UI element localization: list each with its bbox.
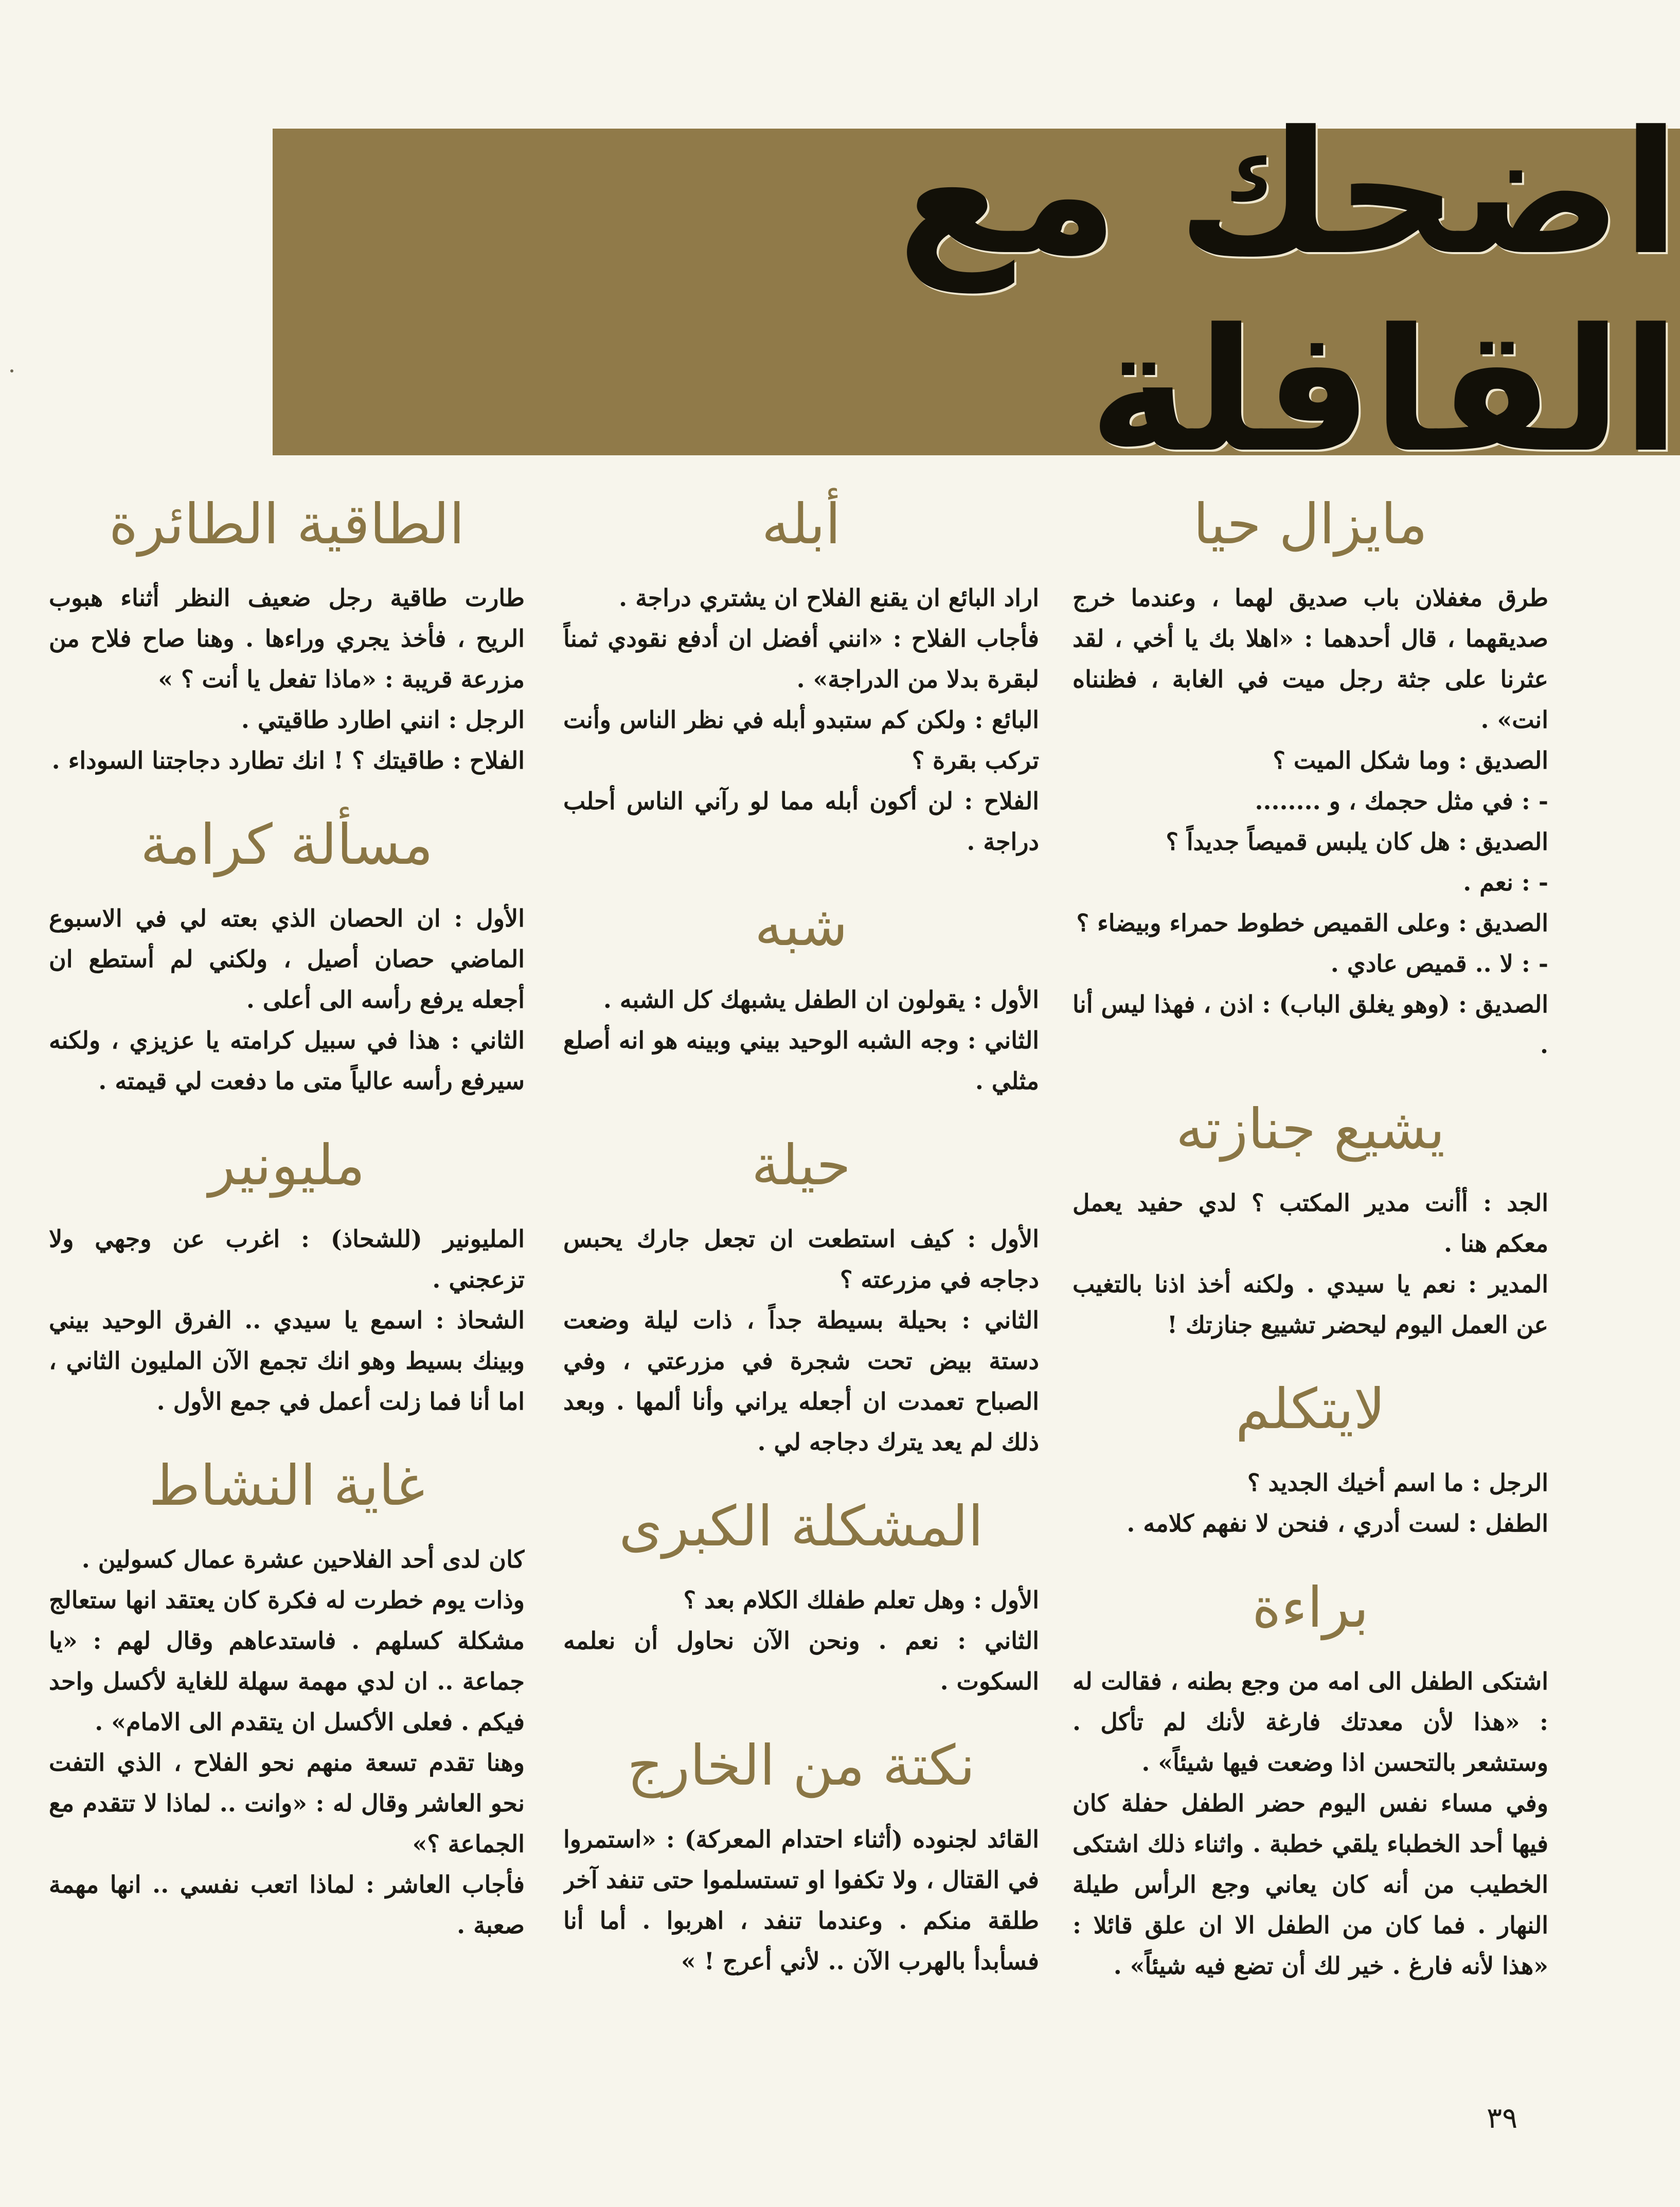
column-left (49, 486, 525, 2122)
story-paragraph: الثاني : هذا في سبيل كرامته يا عزيزي ، ولكنه سيرفع رأسه عالياً متى ما دفعت لي قيمته . (49, 1026, 525, 1095)
story-paragraph: الجد : أأنت مدير المكتب ؟ لدي حفيد يعمل معكم هنا . (1073, 1189, 1548, 1257)
story-paragraph: القائد لجنوده (أثناء احتدام المعركة) : «استمروا في القتال ، ولا تكفوا او تستسلموا حتى تنفد آخر طلقة منكم . وعندما تنفد ، اهربوا . أما أنا فسأبدأ بالهرب الآن .. لأني أعرج ! » (563, 1825, 1039, 1975)
story-paragraph: الفلاح : طاقيتك ؟ ! انك تطارد دجاجتنا السوداء . (51, 746, 525, 774)
story-paragraph: وفي مساء نفس اليوم حضر الطفل حفلة كان فيها أحد الخطباء يلقي خطبة . واثناء ذلك اشتكى الخطيب من أنه كان يعاني وجع الرأس طيلة النهار . فما كان من الطفل الا ان علق قائلا : «هذا لأنه فارغ . خير لك أن تضع فيه شيئاً» . (1073, 1789, 1548, 1980)
story-paragraph: فأجاب العاشر : لماذا اتعب نفسي .. انها مهمة صعبة . (49, 1871, 525, 1939)
story-paragraph: طرق مغفلان باب صديق لهما ، وعندما خرج صديقهما ، قال أحدهما : «اهلا بك يا أخي ، لقد عثرنا على جثة رجل ميت في الغابة ، فظنناه انت» . (1073, 584, 1548, 734)
story-paragraph: الرجل : ما اسم أخيك الجديد ؟ (1247, 1469, 1548, 1497)
story-title: مايزال حيا (1193, 492, 1428, 557)
story-paragraph: الشحاذ : اسمع يا سيدي .. الفرق الوحيد بيني وبينك بسيط وهو انك تجمع الآن المليون الثاني ، اما أنا فما زلت أعمل في جمع الأول . (49, 1306, 525, 1415)
story-title: غاية النشاط (149, 1454, 425, 1518)
story (563, 1488, 1039, 1702)
header-banner (273, 94, 1680, 490)
story-paragraph: اشتكى الطفل الى امه من وجع بطنه ، فقالت له : «هذا لأن معدتك فارغة لأنك لم تأكل . وستشعر بالتحسن اذا وضعت فيها شيئاً» . (1073, 1667, 1548, 1776)
story-paragraph: الطفل : لست أدري ، فنحن لا نفهم كلامه . (1127, 1509, 1548, 1537)
story (1073, 1371, 1548, 1544)
story-paragraph: المدير : نعم يا سيدي . ولكنه أخذ اذنا بالتغيب عن العمل اليوم ليحضر تشييع جنازتك ! (1073, 1270, 1548, 1339)
page-number: ٣٩ (1487, 2102, 1518, 2135)
story-paragraph: الرجل : انني اطارد طاقيتي . (241, 706, 525, 734)
story-paragraph: كان لدى أحد الفلاحين عشرة عمال كسولين . (81, 1545, 525, 1573)
story (49, 1127, 525, 1422)
story (1073, 1091, 1548, 1345)
story-paragraph: الثاني : وجه الشبه الوحيد بيني وبينه هو انه أصلع مثلي . (563, 1026, 1039, 1095)
story (563, 888, 1039, 1101)
story-paragraph: - : نعم . (1463, 868, 1548, 896)
story-paragraph: الأول : كيف استطعت ان تجعل جارك يحبس دجاجه في مزرعته ؟ (563, 1225, 1039, 1293)
story-paragraph: وذات يوم خطرت له فكرة كان يعتقد انها ستعالج مشكلة كسلهم . فاستدعاهم وقال لهم : «يا جماعة .. ان لدي مهمة سهلة للغاية لأكسل واحد فيكم . فعلى الأكسل ان يتقدم الى الامام» . (49, 1586, 525, 1736)
story-paragraph: الثاني : بحيلة بسيطة جداً ، ذات ليلة وضعت دستة بيض تحت شجرة في مزرعتي ، وفي الصباح تعمدت ان أجعله يراني وأنا ألمها . وبعد ذلك لم يعد يترك دجاجه لي . (563, 1306, 1039, 1456)
story-title: براءة (1252, 1576, 1369, 1640)
story (563, 486, 1039, 862)
story (563, 1127, 1039, 1463)
story-paragraph: - : في مثل حجمك ، و ........ (1255, 787, 1548, 815)
story-title: مليونير (208, 1133, 365, 1198)
story-paragraph: اراد البائع ان يقنع الفلاح ان يشتري دراجة . (619, 584, 1039, 612)
story-paragraph: الصديق : (وهو يغلق الباب) : اذن ، فهذا ليس أنا . (1073, 990, 1548, 1059)
story-paragraph: المليونير (للشحاذ) : اغرب عن وجهي ولا تزعجني . (49, 1225, 525, 1293)
story-paragraph: وهنا تقدم تسعة منهم نحو الفلاح ، الذي التفت نحو العاشر وقال له : «وانت .. لماذا لا تتقدم مع الجماعة ؟» (49, 1749, 525, 1858)
column-middle (563, 486, 1039, 2122)
story-paragraph: الفلاح : لن أكون أبله مما لو رآني الناس أحلب دراجة . (563, 787, 1039, 856)
story (1073, 486, 1548, 1065)
story-title: نكتة من الخارج (627, 1734, 975, 1798)
story-paragraph: فأجاب الفلاح : «انني أفضل ان أدفع نقودي ثمناً لبقرة بدلا من الدراجة» . (563, 625, 1039, 693)
story (49, 486, 525, 781)
story-title: مسألة كرامة (140, 813, 433, 877)
story-paragraph: الصديق : وعلى القميص خطوط حمراء وبيضاء ؟ (1076, 909, 1548, 937)
column-right (1073, 486, 1548, 2122)
story-paragraph: الصديق : هل كان يلبس قميصاً جديداً ؟ (1166, 828, 1548, 856)
story-paragraph: الأول : ان الحصان الذي بعته لي في الاسبوع الماضي حصان أصيل ، ولكني لم أستطع ان أجعله يرفع رأسه الى أعلى . (49, 904, 525, 1013)
story (49, 1448, 525, 1946)
story-paragraph: الأول : وهل تعلم طفلك الكلام بعد ؟ (683, 1586, 1039, 1614)
story-title: المشكلة الكبرى (619, 1494, 984, 1559)
story (563, 1728, 1039, 1982)
story-paragraph: الصديق : وما شكل الميت ؟ (1273, 746, 1548, 774)
story (1073, 1570, 1548, 1986)
story-title: شبه (755, 894, 848, 958)
banner-title: اضحك مع القافلة (897, 94, 1680, 490)
story-title: أبله (761, 492, 841, 557)
story-paragraph: - : لا .. قميص عادي . (1330, 950, 1548, 977)
story-title: حيلة (751, 1133, 851, 1198)
story-title: الطاقية الطائرة (109, 492, 465, 557)
story-paragraph: الأول : يقولون ان الطفل يشبهك كل الشبه . (603, 986, 1039, 1013)
scan-mark (10, 369, 13, 372)
story-paragraph: طارت طاقية رجل ضعيف النظر أثناء هبوب الريح ، فأخذ يجري وراءها . وهنا صاح فلاح من مزرعة قريبة : «ماذا تفعل يا أنت ؟ » (49, 584, 525, 693)
story-paragraph: البائع : ولكن كم ستبدو أبله في نظر الناس وأنت تركب بقرة ؟ (563, 706, 1039, 774)
story-title: لايتكلم (1235, 1377, 1386, 1441)
story-title: يشيع جنازته (1175, 1097, 1445, 1162)
story (49, 807, 525, 1101)
story-paragraph: الثاني : نعم . ونحن الآن نحاول أن نعلمه السكوت . (563, 1627, 1039, 1695)
